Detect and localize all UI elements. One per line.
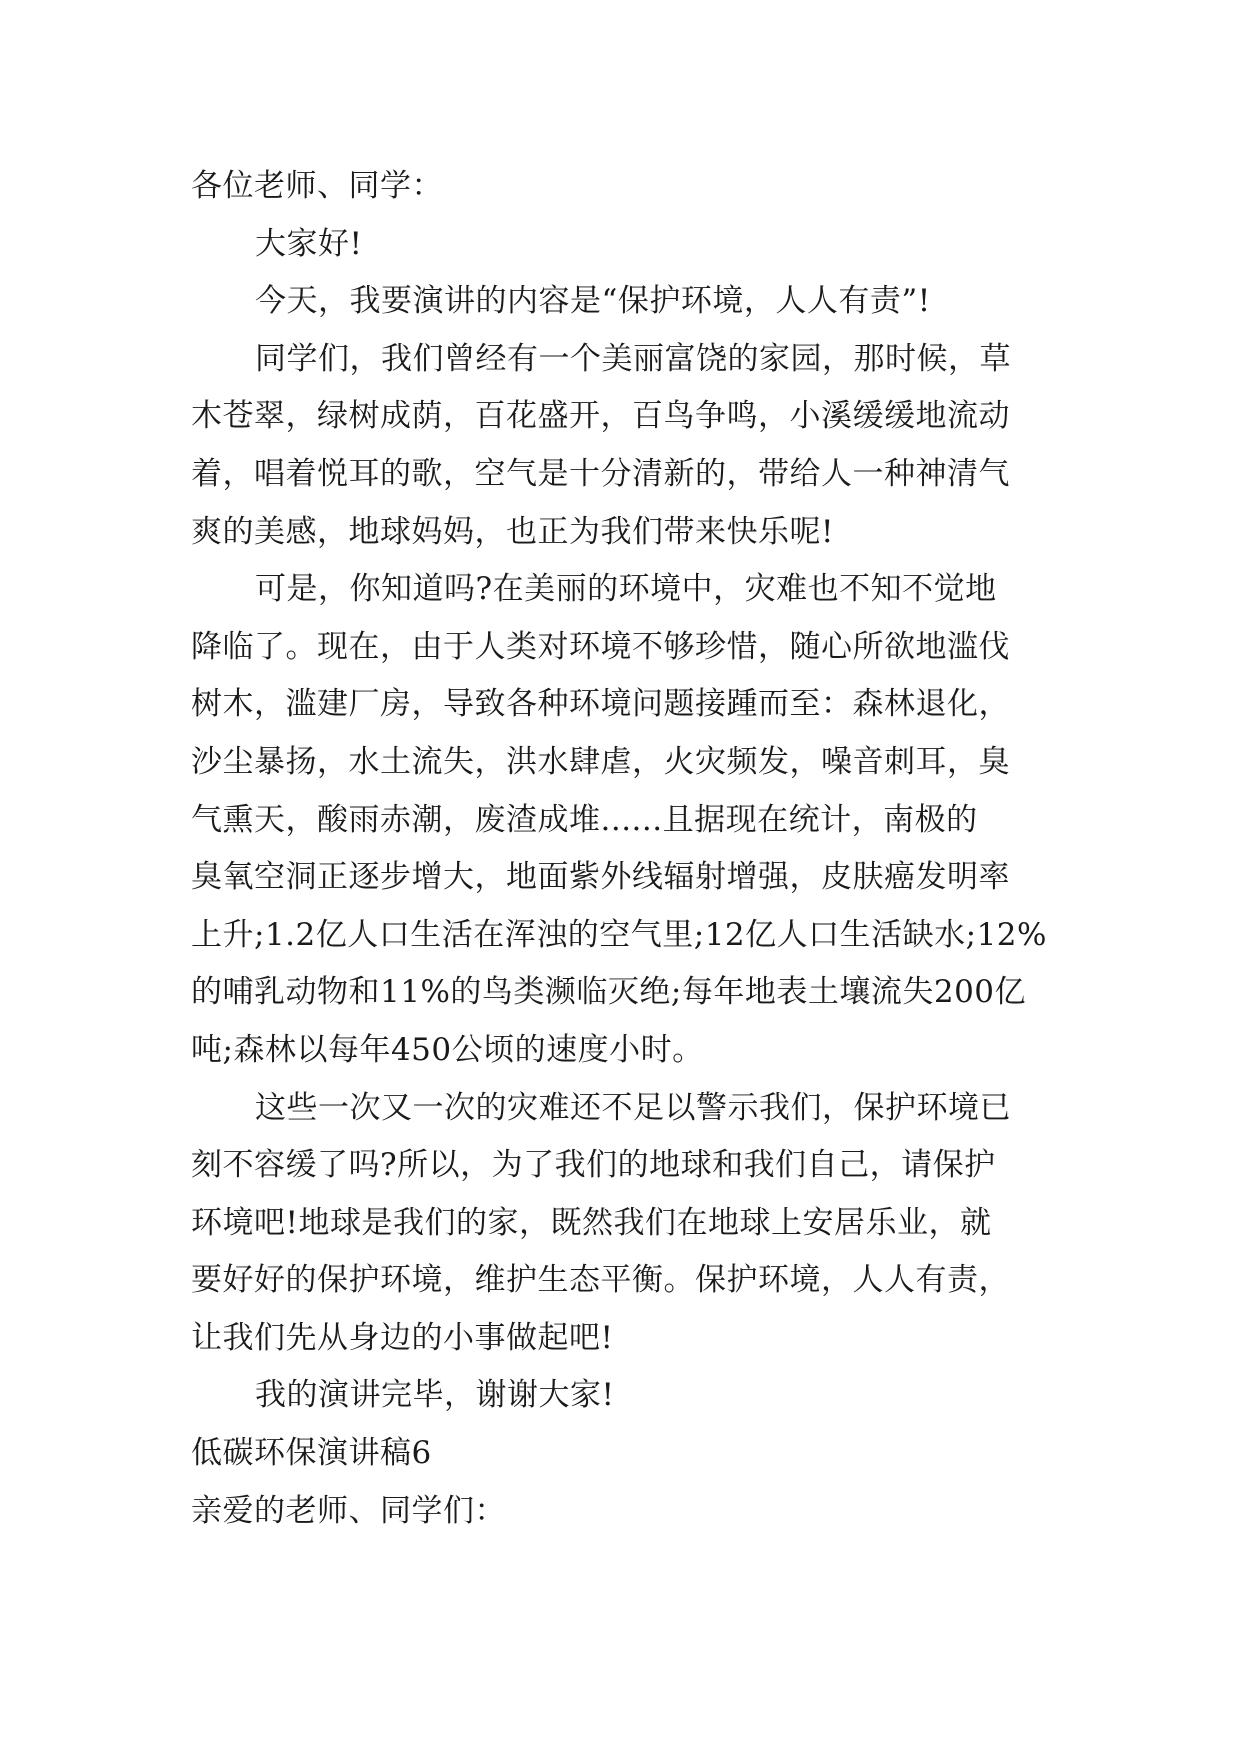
paragraph-line: 树木，滥建厂房，导致各种环境问题接踵而至：森林退化，	[191, 686, 1010, 723]
closing-line: 我的演讲完毕，谢谢大家!	[255, 1377, 615, 1414]
paragraph-line: 沙尘暴扬，水土流失，洪水肆虐，火灾频发，噪音刺耳，臭	[191, 743, 1010, 780]
paragraph-line: 的哺乳动物和11%的鸟类濒临灭绝;每年地表土壤流失200亿	[191, 974, 1027, 1011]
paragraph-line: 刻不容缓了吗?所以，为了我们的地球和我们自己，请保护	[191, 1147, 996, 1184]
paragraph-line: 臭氧空洞正逐步增大，地面紫外线辐射增强，皮肤癌发明率	[191, 859, 1010, 896]
section-title: 低碳环保演讲稿6	[191, 1435, 432, 1472]
paragraph-line: 这些一次又一次的灾难还不足以警示我们，保护环境已	[255, 1089, 1011, 1126]
paragraph-line: 要好好的保护环境，维护生态平衡。保护环境，人人有责，	[191, 1262, 1010, 1299]
paragraph-line: 上升;1.2亿人口生活在浑浊的空气里;12亿人口生活缺水;12%	[191, 916, 1047, 953]
paragraph-line: 木苍翠，绿树成荫，百花盛开，百鸟争鸣，小溪缓缓地流动	[191, 398, 1010, 435]
greeting: 大家好!	[255, 225, 363, 262]
document-page	[191, 158, 1071, 1540]
paragraph-line: 爽的美感，地球妈妈，也正为我们带来快乐呢!	[191, 513, 834, 550]
paragraph-line: 同学们，我们曾经有一个美丽富饶的家园，那时候，草	[255, 340, 1011, 377]
paragraph-line: 让我们先从身边的小事做起吧!	[191, 1319, 614, 1356]
salutation: 各位老师、同学：	[191, 168, 443, 204]
paragraph-line: 可是，你知道吗?在美丽的环境中，灾难也不知不觉地	[255, 571, 997, 608]
paragraph-line: 着，唱着悦耳的歌，空气是十分清新的，带给人一种神清气	[191, 455, 1010, 492]
paragraph-line: 今天，我要演讲的内容是“保护环境，人人有责”!	[255, 283, 931, 320]
paragraph-line: 吨;森林以每年450公顷的速度小时。	[191, 1031, 704, 1068]
paragraph-line: 气熏天，酸雨赤潮，废渣成堆......且据现在统计，南极的	[191, 801, 978, 838]
salutation: 亲爱的老师、同学们：	[191, 1492, 506, 1529]
paragraph-line: 环境吧!地球是我们的家，既然我们在地球上安居乐业，就	[191, 1204, 992, 1241]
paragraph-line: 降临了。现在，由于人类对环境不够珍惜，随心所欲地滥伐	[191, 628, 1010, 665]
